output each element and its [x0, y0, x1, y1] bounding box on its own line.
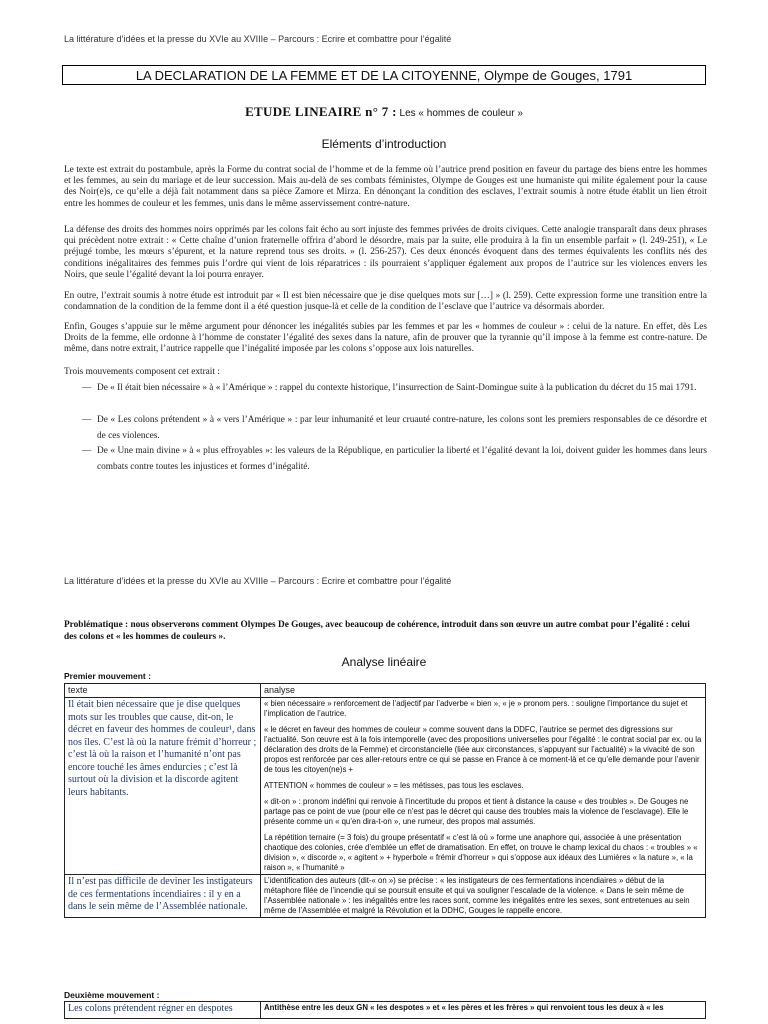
analysis-table — [64, 683, 706, 918]
analyse-cell — [261, 698, 706, 875]
table-header-row — [65, 684, 706, 698]
dash-bullet: — — [82, 383, 92, 393]
table-row — [65, 1002, 706, 1019]
analyse-note: « le décret en faveur des hommes de couleur » comme souvent dans la DDFC, l’autrice se permet des digressions sur l’actualité. Son œuvre est à la fois intemporelle (avec des propositions universelles pour l’égalité : le contrat social par ex. ou la déclaration des droits de la Femme) et circonstancielle (liée aux circonstances, s’appuyant sur l’actualité) » la vivacité de son propos est renforcée par ces aller-retours entre ce qui se passe en France à ce moment-là et ce qu’elle demande pour l’avenir de tous les citoyen(ne)s + — [264, 725, 702, 774]
movement-item — [82, 444, 707, 475]
movement-text: De « Une main divine » à « plus effroyables »: les valeurs de la République, en particulier la liberté et l’égalité devant la loi, doivent guider les hommes dans leurs combats contre toutes les injustices et formes d’inégalité. — [97, 446, 707, 472]
analyse-note: ATTENTION « hommes de couleur » = les métisses, pas tous les esclaves. — [264, 781, 524, 790]
texte-cell: Il n’est pas difficile de deviner les instigateurs de ces fermentations incendiaires : il y en a dans le sein même de l’Assemblée nationale. — [65, 875, 261, 918]
column-header-analyse: analyse — [261, 684, 706, 698]
intro-paragraph: En outre, l’extrait soumis à notre étude est introduit par « Il est bien nécessaire que je dise quelques mots sur […] » (l. 259). Cette expression forme une transition entre la condamnation de la condition de la femme dont il a été question jusque-là et celle de la condition de l’esclave que l’autrice va désormais aborder. — [64, 291, 707, 313]
section-label-premier-mouvement: Premier mouvement : — [64, 671, 151, 681]
running-header: La littérature d’idées et la presse du XVIe au XVIIIe – Parcours : Ecrire et combattre pour l’égalité — [64, 34, 452, 44]
analyse-cell: Antithèse entre les deux GN « les despotes » et « les pères et les frères » qui renvoient tous les deux à « les — [261, 1002, 706, 1019]
intro-heading: Eléments d’introduction — [321, 137, 447, 151]
analyse-note: « dit-on » : pronom indéfini qui renvoie à l’incertitude du propos et tient à distance la cause « des troubles ». De Gouges ne partage pas ce point de vue (pour elle ce n’est pas le décret qui cause des troubles mais la violence de l’esclavage). Elle le présente comme un « qu’en dira-t-on », une rumeur, des propos mal assumés. — [264, 797, 689, 826]
dash-bullet: — — [82, 446, 92, 456]
table-row — [65, 875, 706, 918]
section-label-deuxieme-mouvement: Deuxième mouvement : — [64, 990, 160, 1000]
intro-paragraph: Enfin, Gouges s’appuie sur le même argument pour dénoncer les inégalités subies par les femmes et par les « hommes de couleur » : celui de la nature. En effet, dès Les Droits de la femme, elle ordonne à l’homme de constater l’égalité des sexes dans la nature, afin de prouver que la tyrannie qu’il impose à la femme est contre-nature. De même, dans notre extrait, l’autrice rappelle que l’inégalité imposée par les colons s’oppose aux lois naturelles. — [64, 322, 707, 355]
analyse-cell — [261, 875, 706, 918]
intro-paragraph: La défense des droits des hommes noirs opprimés par les colons fait écho au sort injuste des femmes privées de droits civiques. Cette analogie transparaît dans deux phrases qui précèdent notre extrait : « Cette chaîne d’union fraternelle offrira d’abord le désordre, mais par la suite, elle produira à la fin un ensemble parfait » (l. 249-251), « Le préjugé tombe, les mœurs s’épurent, et la nature reprend tous ses droits. » (l. 256-257). Ces deux énoncés évoquent dans des termes équivalents les conflits nés des conditions inégalitaires des femmes puis l’ordre qui vient de lois réparatrices : ils pourraient s’appliquer également aux propos de l’autrice sur les violences envers les Noirs, que seule l’égalité devant la loi pourra enrayer. — [64, 225, 707, 280]
analyse-note: L’identification des auteurs (dit-« on ») se précise : « les instigateurs de ces fermentations incendiaires » début de la métaphore filée de l’incendie qui se poursuit ensuite et qui va souligner l’escalade de la violence. « Dans le sein même de l’Assemblée nationale » : les inégalités entre les races sont, comme les inégalités entre les sexes, sont entretenues au sein même de l’Assemblée et malgré la Révolution et la DDHC, Gouges le rappelle encore. — [264, 876, 690, 915]
analyse-note: La répétition ternaire (= 3 fois) du groupe présentatif « c’est là où » forme une anaphore qui, associée à une présentation chaotique des colonies, crée d’emblée un effet de dramatisation. En effet, on trouve le champ lexical du chaos : « troubles » « division », « discorde », « agitent » + hyperbole « frémir d’horreur » qui s’oppose aux idéaux des Lumières « la nature », « la raison », « l’humanité » — [264, 833, 698, 872]
column-header-texte: texte — [65, 684, 261, 698]
texte-cell: Il était bien nécessaire que je dise quelques mots sur les troubles que cause, dit-on, le décret en faveur des hommes de couleur¹, dans nos îles. C’est là où la nature frémit d’horreur ; c’est là où la raison et l’humanité n’ont pas encore touché les âmes endurcies ; c’est là surtout où la division et la discorde agitent leurs habitants. — [65, 698, 261, 875]
problematique: Problématique : nous observerons comment Olympes De Gouges, avec beaucoup de cohérence, introduit dans son œuvre un autre combat pour l’égalité : celui des colons et « les hommes de couleurs ». — [64, 620, 690, 642]
analysis-heading: Analyse linéaire — [341, 655, 427, 669]
table-row — [65, 698, 706, 875]
analysis-table-2 — [64, 1001, 706, 1019]
running-header: La littérature d’idées et la presse du XVIe au XVIIIe – Parcours : Ecrire et combattre pour l’égalité — [64, 576, 452, 586]
movements-intro: Trois mouvements composent cet extrait : — [64, 367, 220, 377]
dash-bullet: — — [82, 415, 92, 425]
intro-paragraph: Le texte est extrait du postambule, après la Forme du contrat social de l’homme et de la femme où l’autrice prend position en faveur du partage des biens entre les hommes et les femmes, au sein du mariage et de leur succession. Mais au-delà de ses combats féministes, Olympe de Gouges est une humaniste qui milite également pour la cause des Noir(e)s, ce qu’elle a déjà fait notamment dans sa pièce Zamore et Mirza. En dénonçant la condition des esclaves, l’extrait soumis à notre étude établit un lien étroit entre les hommes de couleur et les femmes, unis dans le même asservissement contre-nature. — [64, 165, 707, 209]
movement-text: De « Les colons prétendent » à « vers l’Amérique » : par leur inhumanité et leur cruauté contre-nature, les colons sont les premiers responsables de ce désordre et de ces violences. — [97, 415, 707, 441]
document-title: LA DECLARATION DE LA FEMME ET DE LA CITOYENNE, Olympe de Gouges, 1791 — [62, 65, 706, 85]
movement-item — [82, 413, 707, 444]
texte-cell: Les colons prétendent régner en despotes — [65, 1002, 261, 1019]
study-title — [0, 104, 768, 120]
analyse-note: « bien nécessaire » renforcement de l’adjectif par l’adverbe « bien », « je » pronom pers. : souligne l’importance du sujet et l’implication de l’autrice. — [264, 699, 688, 718]
movement-item — [82, 381, 707, 397]
study-subtitle: Les « hommes de couleur » — [396, 108, 523, 119]
movement-text: De « Il était bien nécessaire » à « l’Amérique » : rappel du contexte historique, l’insurrection de Saint-Domingue suite à la publication du décret du 15 mai 1791. — [97, 383, 697, 393]
study-label: ETUDE LINEAIRE n° 7 : — [245, 104, 397, 119]
